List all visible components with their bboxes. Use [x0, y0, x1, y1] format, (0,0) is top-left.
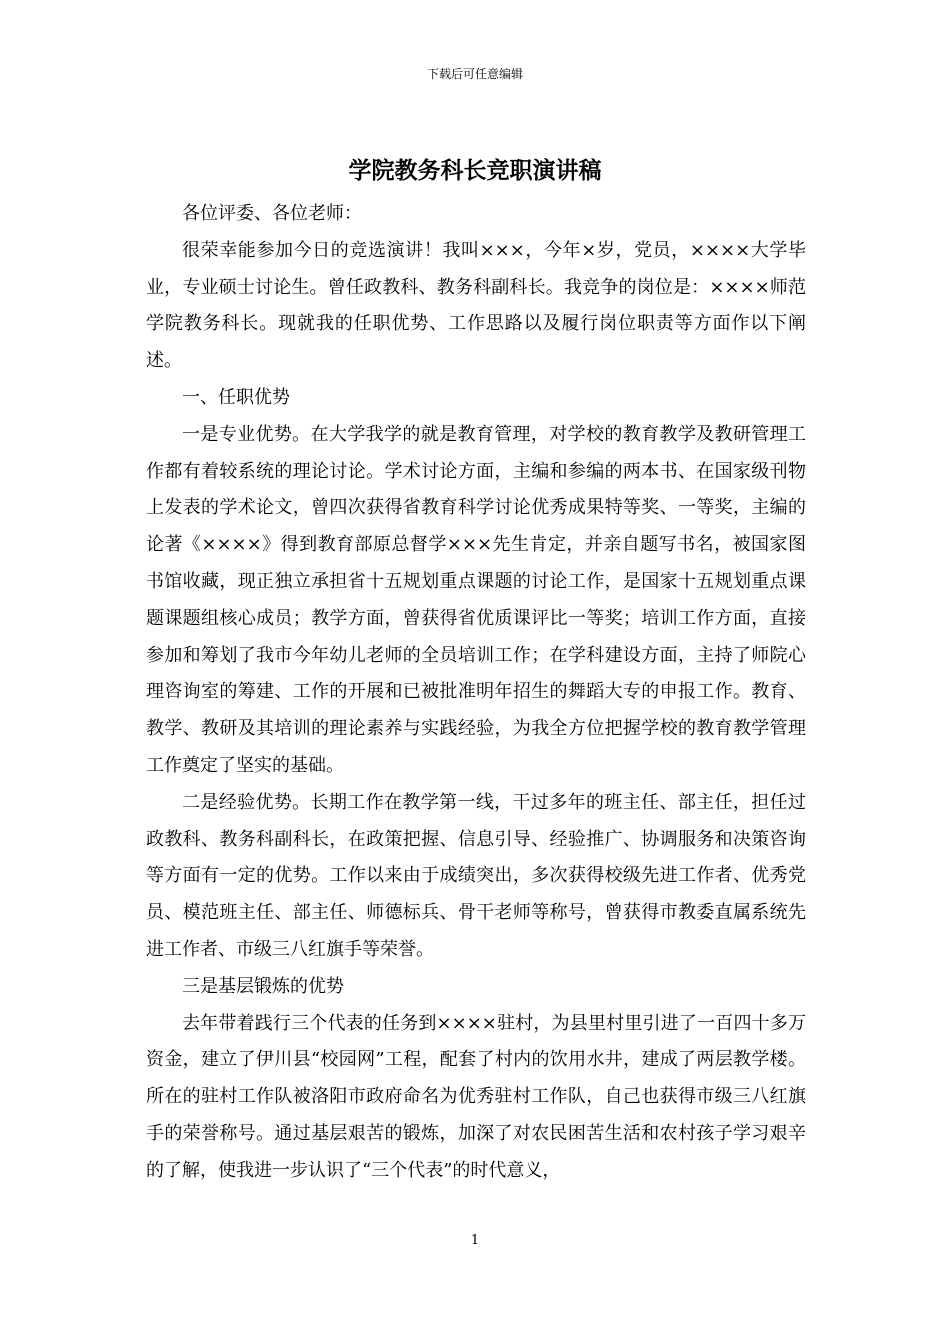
intro-paragraph: 很荣幸能参加今日的竞选演讲！我叫×××，今年×岁，党员，××××大学毕业，专业硕士讨论生。曾任政教科、教务科副科长。我竞争的岗位是：××××师范学院教务科长。现就我的任职优势、工作思路以及履行岗位职责等方面作以下阐述。	[146, 239, 806, 372]
document-title: 学院教务科长竞职演讲稿	[348, 157, 602, 184]
professional-advantage-paragraph: 一是专业优势。在大学我学的就是教育管理，对学校的教育教学及教研管理工作都有着较系统的理论讨论。学术讨论方面，主编和参编的两本书、在国家级刊物上发表的学术论文，曾四次获得省教育科学讨论优秀成果特等奖、一等奖，主编的论著《××××》得到教育部原总督学×××先生肯定，并亲自题写书名，被国家图书馆收藏，现正独立承担省十五规划重点课题的讨论工作，是国家十五规划重点课题课题组核心成员；教学方面，曾获得省优质课评比一等奖；培训工作方面，直接参加和筹划了我市今年幼儿老师的全员培训工作；在学科建设方面，主持了师院心理咨询室的筹建、工作的开展和已被批准明年招生的舞蹈大专的申报工作。教育、教学、教研及其培训的理论素养与实践经验，为我全方位把握学校的教育教学管理工作奠定了坚实的基础。	[146, 423, 806, 776]
header-note: 下载后可任意编辑	[426, 67, 523, 81]
experience-advantage-paragraph: 二是经验优势。长期工作在教学第一线，干过多年的班主任、部主任，担任过政教科、教务科副科长，在政策把握、信息引导、经验推广、协调服务和决策咨询等方面有一定的优势。工作以来由于成绩突出，多次获得校级先进工作者、优秀党员、模范班主任、部主任、师德标兵、骨干老师等称号，曾获得市教委直属系统先进工作者、市级三八红旗手等荣誉。	[146, 791, 806, 960]
grassroots-paragraph: 去年带着践行三个代表的任务到××××驻村，为县里村里引进了一百四十多万资金，建立了伊川县“校园网”工程，配套了村内的饮用水井，建成了两层教学楼。所在的驻村工作队被洛阳市政府命名为优秀驻村工作队，自己也获得市级三八红旗手的荣誉称号。通过基层艰苦的锻炼，加深了对农民困苦生活和农村孩子学习艰辛的了解，使我进一步认识了“三个代表”的时代意义，	[146, 1012, 806, 1181]
salutation: 各位评委、各位老师：	[182, 203, 362, 224]
grassroots-advantage-heading: 三是基层锻炼的优势	[182, 975, 344, 997]
page-number: 1	[470, 1233, 480, 1248]
document-body	[146, 196, 806, 1190]
section-heading-advantages: 一、任职优势	[182, 386, 290, 408]
